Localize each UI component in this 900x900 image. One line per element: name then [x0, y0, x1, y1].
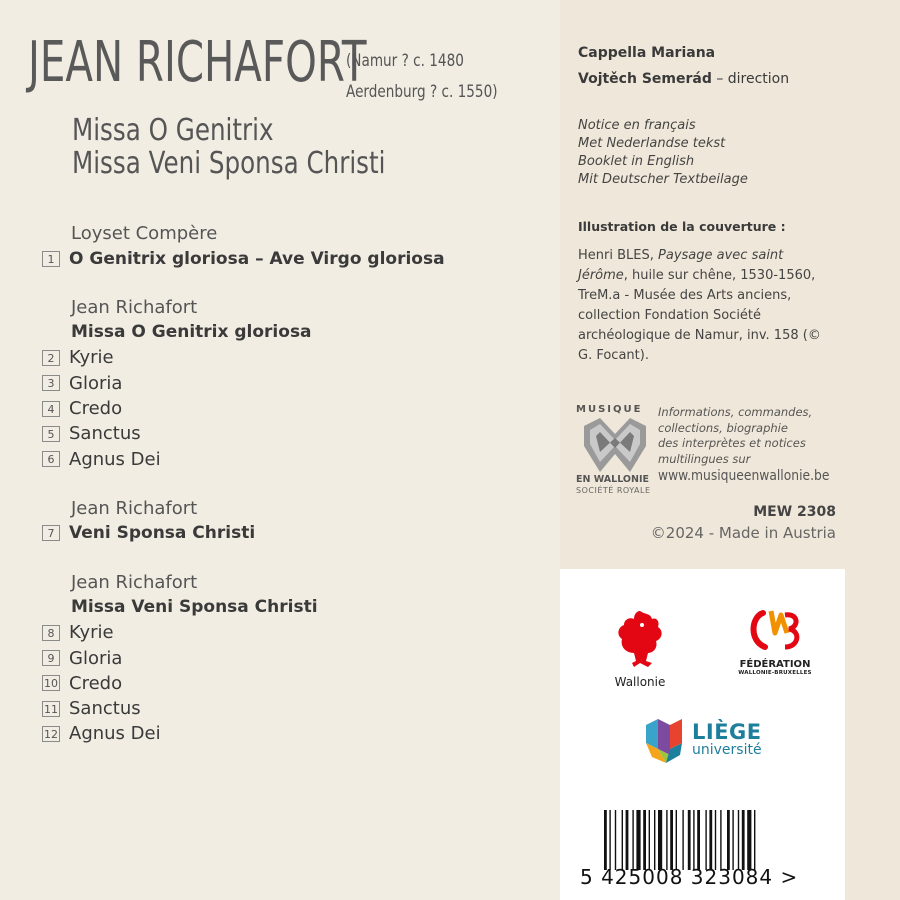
composer-title: JEAN RICHAFORT — [28, 30, 367, 95]
track-row — [42, 696, 542, 721]
liege-university-logo — [646, 719, 762, 763]
track-title: Kyrie — [69, 622, 114, 644]
album-subtitle — [72, 114, 385, 180]
track-row — [42, 371, 542, 396]
liege-icon — [646, 719, 686, 763]
label-info-line: Informations, commandes, — [658, 405, 813, 419]
track-title: Kyrie — [69, 347, 114, 369]
sponsor-logos-panel — [560, 569, 845, 900]
track-number: 8 — [42, 625, 60, 641]
liege-sub: université — [692, 742, 762, 758]
barcode-bar — [738, 810, 739, 870]
track-row — [42, 246, 542, 271]
track-title: Agnus Dei — [69, 723, 161, 745]
track-group — [42, 496, 542, 546]
group-composer: Jean Richafort — [71, 572, 198, 594]
rooster-icon — [612, 609, 668, 669]
illustration-heading: Illustration de la couverture : — [578, 219, 786, 234]
track-title: Veni Sponsa Christi — [69, 523, 256, 544]
group-composer: Jean Richafort — [71, 497, 198, 519]
notice-line: Notice en français — [578, 118, 696, 133]
track-row — [42, 446, 542, 471]
musique-en-wallonie-logo — [576, 404, 652, 496]
barcode-bar — [626, 810, 629, 870]
track-number: 6 — [42, 451, 60, 467]
label-info — [658, 405, 812, 467]
group-work-title: Missa Veni Sponsa Christi — [71, 597, 318, 618]
illustration-details: , huile sur chêne, 1530-1560, TreM.a - Musée des Arts anciens, collection Fondation Société archéologique de Namur, inv. 158 (© G. Focant). — [578, 268, 821, 363]
barcode-bar — [604, 810, 607, 870]
track-number: 4 — [42, 401, 60, 417]
track-number: 11 — [44, 702, 58, 716]
barcode-bar — [654, 810, 655, 870]
barcode-bar — [705, 810, 706, 870]
barcode-bar — [697, 810, 700, 870]
track-number: 1 — [42, 251, 60, 267]
illustration-credit — [578, 246, 828, 366]
barcode-bar — [688, 810, 691, 870]
catalog-number: MEW 2308 — [753, 504, 836, 520]
barcode-bar — [676, 810, 677, 870]
barcode-bar — [709, 810, 712, 870]
track-number: 3 — [42, 375, 60, 391]
track-number: 9 — [42, 650, 60, 666]
track-title: Agnus Dei — [69, 448, 161, 470]
barcode-bar — [715, 810, 716, 870]
track-row — [42, 521, 542, 546]
track-title: Sanctus — [69, 698, 141, 720]
label-info-line: collections, biographie — [658, 420, 788, 435]
track-number: 7 — [42, 525, 60, 541]
group-work-title: Missa O Genitrix gloriosa — [71, 322, 312, 343]
track-title: Sanctus — [69, 423, 141, 445]
barcode-bar — [632, 810, 633, 870]
wallonie-logo — [610, 609, 670, 689]
performers — [578, 40, 789, 92]
label-website: www.musiqueenwallonie.be — [658, 468, 830, 484]
track-title: O Genitrix gloriosa – Ave Virgo gloriosa — [69, 248, 445, 269]
track-number: 2 — [42, 350, 60, 366]
booklet-languages — [578, 117, 748, 189]
label-info-line: des interprètes et notices — [658, 436, 806, 450]
barcode — [602, 810, 802, 870]
copyright-notice: ©2024 - Made in Austria — [650, 524, 836, 542]
wallonie-label: Wallonie — [614, 675, 666, 689]
mw-logo-icon — [582, 416, 648, 474]
date-line-2: Aerdenburg ? c. 1550) — [346, 82, 498, 102]
track-group — [42, 221, 542, 271]
group-composer: Loyset Compère — [71, 223, 218, 244]
illustration-artist: Henri BLES, — [578, 248, 654, 263]
barcode-bar — [742, 810, 745, 870]
fwb-icon — [745, 607, 805, 655]
track-number: 5 — [42, 426, 60, 442]
track-row — [42, 721, 542, 746]
barcode-number: 5 425008 323084 > — [580, 865, 799, 889]
track-group — [42, 295, 542, 471]
track-title: Credo — [69, 398, 123, 420]
mass-title-1: Missa O Genitrix — [72, 113, 274, 148]
barcode-bar — [747, 810, 751, 870]
barcode-bar — [754, 810, 755, 870]
barcode-bar — [666, 810, 667, 870]
barcode-bar — [682, 810, 683, 870]
barcode-bar — [720, 810, 721, 870]
barcode-bar — [693, 810, 694, 870]
fwb-sublabel: WALLONIE-BRUXELLES — [738, 670, 812, 676]
track-number: 10 — [44, 677, 58, 691]
logo-text-top: MUSIQUE — [576, 404, 643, 415]
fwb-logo — [735, 607, 815, 676]
composer-dates — [346, 46, 498, 108]
barcode-bar — [609, 810, 610, 870]
logo-text-bottom: EN WALLONIE — [576, 474, 649, 485]
date-line-1: (Namur ? c. 1480 — [346, 51, 464, 71]
track-row — [42, 671, 542, 696]
notice-line: Booklet in English — [578, 154, 695, 169]
barcode-bar — [622, 810, 623, 870]
liege-name: LIÈGE — [692, 720, 762, 744]
track-row — [42, 645, 542, 670]
director-role: – direction — [716, 71, 790, 87]
logo-text-sub: SOCIÉTÉ ROYALE — [576, 486, 651, 495]
barcode-bar — [732, 810, 733, 870]
track-number: 12 — [44, 727, 58, 741]
notice-line: Met Nederlandse tekst — [578, 136, 726, 151]
fwb-label: FÉDÉRATION — [739, 659, 811, 670]
track-title: Credo — [69, 672, 123, 694]
label-info-line: multilingues sur — [658, 451, 751, 466]
track-group — [42, 570, 542, 746]
track-row — [42, 396, 542, 421]
barcode-bar — [615, 810, 616, 870]
mass-title-2: Missa Veni Sponsa Christi — [72, 146, 386, 181]
barcode-bar — [636, 810, 640, 870]
barcode-bar — [658, 810, 662, 870]
barcode-bar — [670, 810, 673, 870]
ensemble-name: Cappella Mariana — [578, 45, 716, 61]
director-name: Vojtěch Semerád — [578, 71, 712, 87]
track-row — [42, 421, 542, 446]
tracklist — [42, 221, 542, 771]
barcode-bar — [649, 810, 650, 870]
track-title: Gloria — [69, 647, 123, 669]
track-row — [42, 620, 542, 645]
barcode-bar — [727, 810, 730, 870]
barcode-bar — [643, 810, 646, 870]
track-row — [42, 345, 542, 370]
illustration-painting: Paysage avec saint Jérôme — [578, 248, 784, 283]
group-composer: Jean Richafort — [71, 297, 198, 319]
notice-line: Mit Deutscher Textbeilage — [578, 172, 748, 187]
track-title: Gloria — [69, 372, 123, 394]
